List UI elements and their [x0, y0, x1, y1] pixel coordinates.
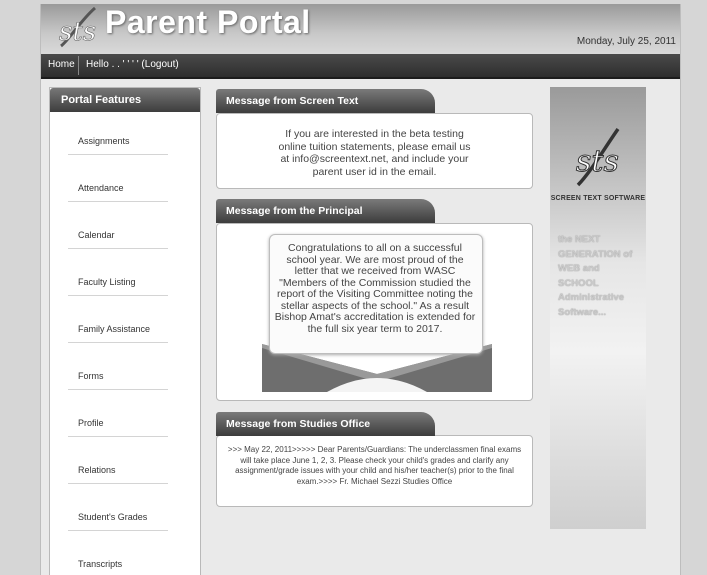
screen-text-ad-banner	[550, 87, 646, 529]
sidebar-item-label: Calendar	[78, 230, 115, 240]
message-line: >>> May 22, 2011>>>>> Dear Parents/Guardians: The underclassmen final exams	[227, 445, 522, 454]
message-line: assignment/grade issues with your child and his/her teacher(s) prior to the final	[235, 466, 514, 475]
sidebar-item-label: Forms	[78, 371, 104, 381]
nav-home-link[interactable]: Home	[48, 59, 75, 70]
screen-text-panel-title: Message from Screen Text	[216, 89, 435, 113]
slogan-line: the NEXT	[558, 234, 601, 245]
portal-page	[40, 4, 681, 575]
message-line: will take place June 1, 2, 3. Please check your child's grades and clarify any	[240, 455, 509, 465]
message-line: "Members of the Commission studied the	[279, 276, 471, 289]
studies-office-message-panel	[216, 435, 533, 507]
sidebar-item-students-grades[interactable]	[78, 512, 174, 522]
banner-brand-name: SCREEN TEXT SOFTWARE	[550, 195, 646, 202]
sidebar-item-calendar[interactable]	[78, 230, 174, 240]
slogan-line: GENERATION of	[558, 248, 633, 260]
message-line: Congratulations to all on a successful	[288, 242, 462, 254]
message-line: parent user id in the email.	[312, 165, 437, 178]
message-line: If you are interested in the beta testing	[285, 128, 464, 140]
portal-features-sidebar	[49, 87, 201, 575]
sidebar-item-label: Transcripts	[78, 559, 123, 569]
sidebar-item-relations[interactable]	[78, 465, 174, 475]
principal-panel-title: Message from the Principal	[216, 199, 435, 223]
greeting-logout-link[interactable]: Hello . . ' ' ' ' (Logout)	[86, 59, 179, 70]
current-date: Monday, July 25, 2011	[576, 36, 676, 47]
sidebar-item-label: Faculty Listing	[78, 277, 136, 287]
slogan-line: Administrative	[558, 292, 624, 303]
sidebar-item-label: Attendance	[78, 183, 124, 193]
sidebar-item-label: Relations	[78, 465, 116, 475]
sidebar-item-label: Assignments	[78, 136, 130, 146]
message-line: online tuition statements, please email us	[278, 140, 471, 153]
message-line: Bishop Amat's accreditation is extended for	[274, 311, 476, 323]
sidebar-item-faculty-listing[interactable]	[78, 277, 174, 287]
slogan-line: Software...	[558, 306, 607, 318]
principal-message-panel	[216, 223, 533, 401]
message-line: at info@screentext.net, and include your	[280, 153, 469, 165]
sidebar-item-label: Student's Grades	[78, 512, 148, 522]
studies-office-panel-title: Message from Studies Office	[216, 412, 435, 436]
message-line: letter that we received from WASC	[294, 265, 456, 277]
message-line: stellar aspects of the school." As a result	[280, 299, 470, 312]
banner-logo-mark-text: sts	[576, 144, 619, 179]
message-line: the full six year term to 2017.	[307, 322, 443, 335]
sidebar-item-family-assistance[interactable]	[78, 324, 174, 334]
nav-divider	[78, 56, 79, 75]
slogan-line: WEB and	[558, 263, 600, 274]
slogan-line: SCHOOL	[558, 277, 599, 289]
sidebar-item-label: Family Assistance	[78, 324, 151, 334]
sts-logo-icon	[55, 6, 101, 50]
message-line: exam.>>>> Fr. Michael Sezzi Studies Office	[296, 476, 453, 486]
sidebar-title: Portal Features	[50, 88, 200, 112]
sidebar-item-label: Profile	[78, 418, 104, 428]
header-banner	[41, 4, 680, 54]
top-nav-bar	[41, 54, 680, 79]
sidebar-item-assignments[interactable]	[78, 136, 174, 146]
message-line: school year. We are most proud of the	[286, 253, 464, 266]
screen-text-message-panel	[216, 113, 533, 189]
sidebar-item-transcripts[interactable]	[78, 559, 174, 569]
banner-slogan	[558, 233, 646, 320]
sts-logo-icon	[574, 127, 624, 189]
page-title: Parent Portal	[105, 4, 311, 40]
logo-mark-text: sts	[59, 17, 97, 47]
sidebar-item-profile[interactable]	[78, 418, 174, 428]
sidebar-item-attendance[interactable]	[78, 183, 174, 193]
message-line: report of the Visiting Committee noting the	[277, 288, 473, 300]
sidebar-item-forms[interactable]	[78, 371, 174, 381]
